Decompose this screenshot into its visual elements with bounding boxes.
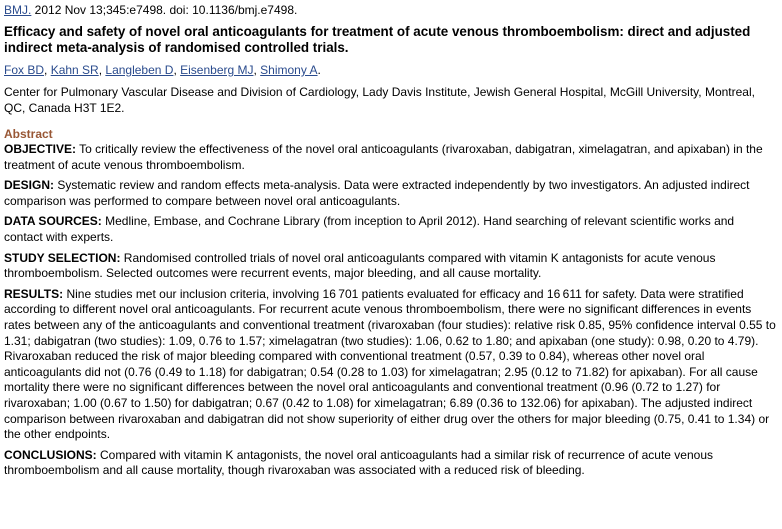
author-separator: , xyxy=(98,63,106,77)
section-text: To critically review the effectiveness of the novel oral anticoagulants (rivaroxaban, dabigatran, ximelagatran, and apixaban) in the treatment of acute venous thromboembolism. xyxy=(4,142,763,172)
abstract-sections xyxy=(4,142,776,479)
abstract-section-objective xyxy=(4,142,776,173)
section-text: Compared with vitamin K antagonists, the novel oral anticoagulants had a similar risk of recurrence of acute venous thromboembolism and all cause mortality, though rivaroxaban was associated with a reduced risk of bleeding. xyxy=(4,447,713,478)
section-label: STUDY SELECTION: xyxy=(4,250,121,265)
abstract-section-design xyxy=(4,178,776,209)
abstract-section-data-sources xyxy=(4,214,776,245)
journal-link[interactable]: BMJ. xyxy=(4,3,32,17)
section-text: Nine studies met our inclusion criteria, involving 16 701 patients evaluated for efficacy and 16 611 for safety. Data were stratified according to different novel oral anticoagulants. For recurrent acute venous thromboembolism, there were no significant differences in events rates between any of the anticoagulants and conventional treatment (rivaroxaban (four studies): relative risk 0.85, 95% confidence interval 0.55 to 1.31; dabigatran (two studies): 1.09, 0.76 to 1.57; ximelagatran (two studies): 1.06, 0.62 to 1.80; and apixaban (one study): 0.98, 0.20 to 4.79). Rivaroxaban reduced the risk of major bleeding compared with conventional treatment (0.57, 0.39 to 0.84), whereas other novel oral anticoagulants did not (0.76 (0.49 to 1.18) for dabigatran; 0.54 (0.28 to 1.03) for ximelagatran; 2.95 (0.12 to 71.82) for apixaban). For all cause mortality there were no significant differences between the novel oral anticoagulants and conventional treatment (0.96 (0.72 to 1.27) for rivaroxaban; 1.00 (0.67 to 1.50) for dabigatran; 0.67 (0.42 to 1.08) for ximelagatran; 6.89 (0.36 to 132.06) for apixaban). The adjusted indirect comparison between rivaroxaban and dabigatran did not show superiority of either drug over the others for major bleeding (0.75, 0.41 to 1.34) or the other endpoints. xyxy=(4,286,776,442)
author-link[interactable]: Shimony A xyxy=(260,63,318,77)
citation-details: 2012 Nov 13;345:e7498. doi: 10.1136/bmj.e7498. xyxy=(31,3,298,17)
author-link[interactable]: Fox BD xyxy=(4,63,45,77)
author-link[interactable]: Kahn SR xyxy=(50,63,99,77)
citation-line xyxy=(4,2,776,18)
section-text: Randomised controlled trials of novel oral anticoagulants compared with vitamin K antagonists for acute venous thromboembolism. Selected outcomes were recurrent events, major bleeding, and all cause mortality. xyxy=(4,250,716,281)
abstract-section-study-selection xyxy=(4,251,776,282)
section-label: RESULTS: xyxy=(4,286,64,301)
abstract-section-results xyxy=(4,287,776,443)
section-label: DATA SOURCES: xyxy=(4,214,102,229)
section-label: OBJECTIVE: xyxy=(4,142,77,156)
section-label: CONCLUSIONS: xyxy=(4,447,97,462)
section-label: DESIGN: xyxy=(4,178,55,193)
section-text: Systematic review and random effects meta-analysis. Data were extracted independently by two investigators. An adjusted indirect comparison was performed to compare between novel oral anticoagulants. xyxy=(4,178,750,208)
affiliation: Center for Pulmonary Vascular Disease and Division of Cardiology, Lady Davis Institute, Jewish General Hospital, McGill University, Montreal, QC, Canada H3T 1E2. xyxy=(4,85,755,115)
author-link[interactable]: Langleben D xyxy=(105,63,174,77)
author-list xyxy=(4,62,776,78)
article-title: Efficacy and safety of novel oral anticoagulants for treatment of acute venous thromboembolism: direct and adjusted indirect meta-analysis of randomised controlled trials. xyxy=(4,24,751,55)
author-separator: , xyxy=(253,63,261,77)
author-separator: , xyxy=(173,63,181,77)
abstract-section-conclusions xyxy=(4,448,776,479)
author-link[interactable]: Eisenberg MJ xyxy=(180,63,254,77)
section-text: Medline, Embase, and Cochrane Library (from inception to April 2012). Hand searching of relevant scientific works and contact with experts. xyxy=(4,214,735,244)
abstract-heading: Abstract xyxy=(4,127,53,141)
author-end: . xyxy=(317,63,321,77)
author-separator: , xyxy=(44,63,51,77)
